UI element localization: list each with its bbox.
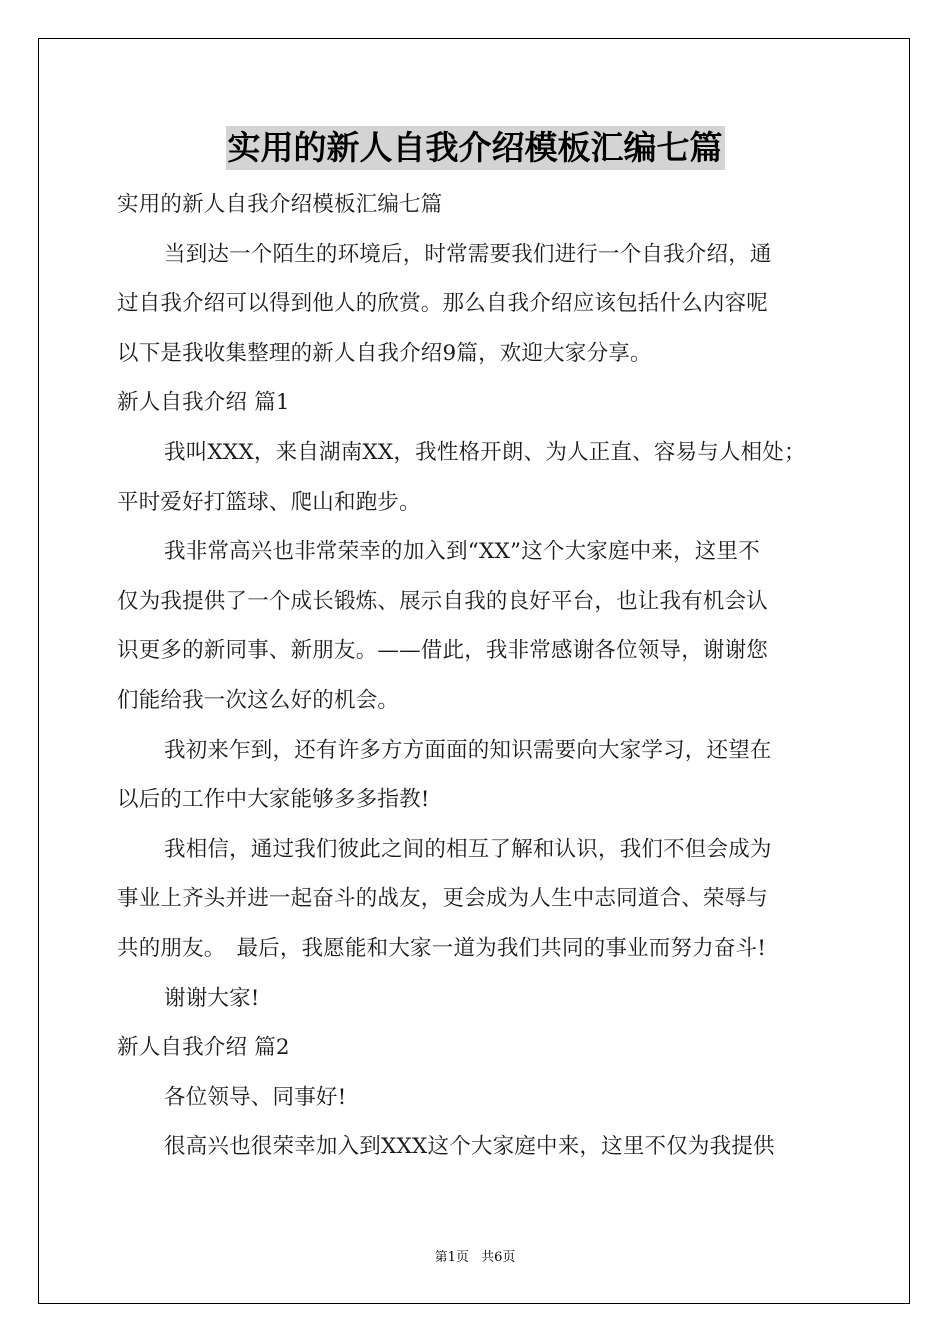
text-line: 们能给我一次这么好的机会。 (117, 687, 400, 713)
text-line: 当到达一个陌生的环境后，时常需要我们进行一个自我介绍，通 (164, 241, 772, 267)
page-footer (0, 1246, 950, 1265)
text-line: 平时爱好打篮球、爬山和跑步。 (117, 489, 421, 515)
text-line: 识更多的新同事、新朋友。——借此，我非常感谢各位领导，谢谢您 (117, 638, 769, 664)
document-title: 实用的新人自我介绍模板汇编七篇 (226, 126, 725, 170)
document-body (117, 180, 835, 1172)
text-line: 我相信，通过我们彼此之间的相互了解和认识，我们不但会成为 (164, 836, 772, 862)
text-line: 仅为我提供了一个成长锻炼、展示自我的良好平台，也让我有机会认 (117, 588, 769, 614)
text-line: 新人自我介绍 篇2 (117, 1035, 290, 1061)
text-line: 事业上齐头并进一起奋斗的战友，更会成为人生中志同道合、荣辱与 (117, 886, 769, 912)
text-line: 共的朋友。 最后，我愿能和大家一道为我们共同的事业而努力奋斗! (117, 935, 767, 961)
text-line: 谢谢大家! (164, 985, 260, 1011)
text-line: 以后的工作中大家能够多多指教! (117, 787, 430, 813)
page-total: 共6页 (481, 1250, 516, 1265)
title-container (0, 126, 950, 170)
text-line: 我初来乍到，还有许多方方面面的知识需要向大家学习，还望在 (164, 737, 772, 763)
text-line: 以下是我收集整理的新人自我介绍9篇，欢迎大家分享。 (117, 340, 652, 366)
text-line: 过自我介绍可以得到他人的欣赏。那么自我介绍应该包括什么内容呢 (117, 291, 769, 317)
text-line: 实用的新人自我介绍模板汇编七篇 (117, 192, 443, 217)
page-number: 第1页 (434, 1250, 469, 1265)
text-line: 新人自我介绍 篇1 (117, 390, 290, 416)
text-line: 我非常高兴也非常荣幸的加入到“XX”这个大家庭中来，这里不 (164, 539, 760, 565)
text-line: 很高兴也很荣幸加入到XXX这个大家庭中来，这里不仅为我提供 (164, 1134, 775, 1160)
text-line: 我叫XXX，来自湖南XX，我性格开朗、为人正直、容易与人相处； (164, 439, 806, 465)
text-line: 各位领导、同事好! (164, 1084, 347, 1110)
